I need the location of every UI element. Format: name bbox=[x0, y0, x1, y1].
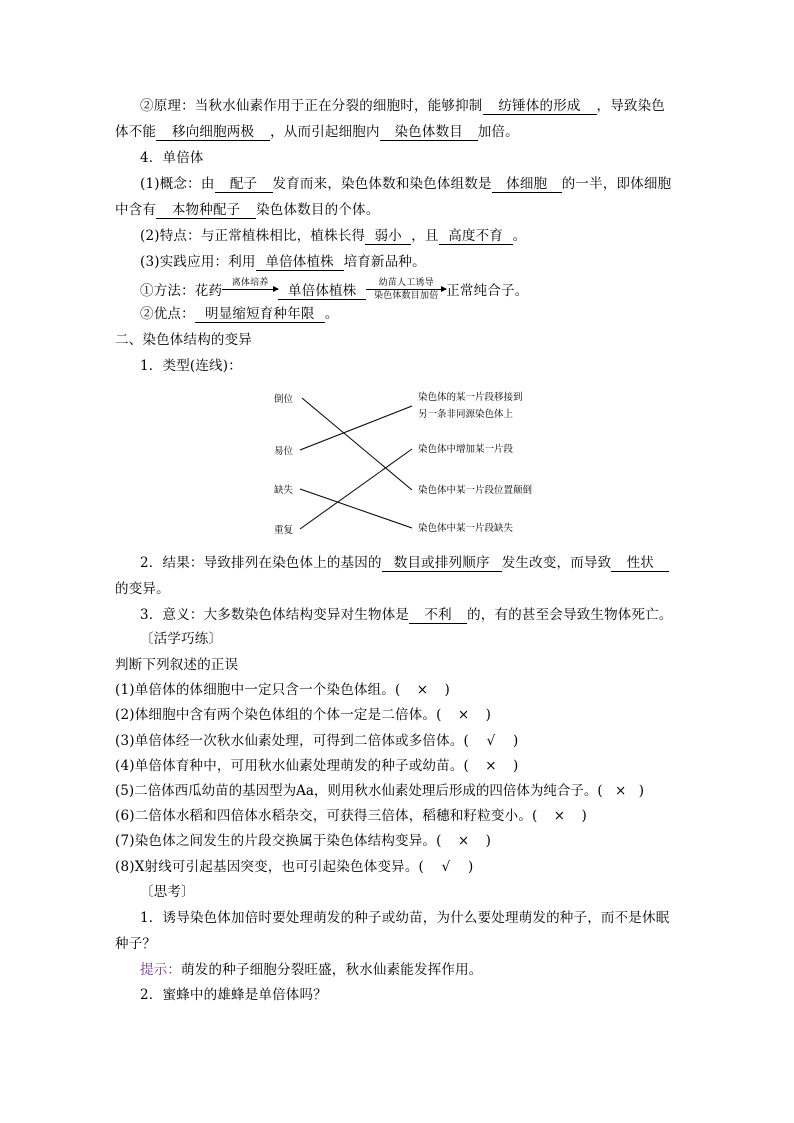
answer-blank: 纺锤体的形成 bbox=[483, 98, 597, 115]
result-line-2: 的变异。 bbox=[115, 581, 170, 597]
text: ) bbox=[513, 758, 519, 774]
meaning-line bbox=[140, 605, 673, 625]
answer-blank: 移向细胞两极 bbox=[156, 124, 270, 141]
text: ②原理：当秋水仙素作用于正在分裂的细胞时，能够抑制 bbox=[140, 98, 483, 114]
text: ②优点： bbox=[140, 306, 195, 322]
text: ，从而引起细胞内 bbox=[270, 124, 380, 140]
matching-diagram bbox=[262, 382, 562, 542]
advantage-line bbox=[140, 304, 339, 324]
text: 的，有的甚至会导致生物体死亡。 bbox=[467, 607, 673, 623]
answer-mark: × bbox=[457, 707, 470, 723]
answer-blank: 单倍体植株 bbox=[278, 283, 366, 300]
match-line-inversion bbox=[302, 398, 412, 490]
feature-line bbox=[140, 226, 526, 246]
text: (3)单倍体经一次秋水仙素处理，可得到二倍体或多倍体。( bbox=[115, 733, 469, 749]
text: 加倍。 bbox=[477, 124, 519, 140]
practice-item-7 bbox=[115, 831, 491, 851]
right-item-1a: 染色体的某一片段移接到 bbox=[418, 392, 523, 403]
question-2: 2．蜜蜂中的雄蜂是单倍体吗？ bbox=[140, 987, 327, 1003]
left-item-duplication: 重复 bbox=[274, 525, 294, 536]
right-item-1b: 另一条非同源染色体上 bbox=[418, 409, 514, 420]
concept-line-2 bbox=[115, 200, 379, 220]
practice-item-5 bbox=[115, 781, 644, 801]
answer-blank: 不利 bbox=[409, 607, 467, 624]
arrow-label: 离体培养 bbox=[231, 278, 269, 288]
text: (2)体细胞中含有两个染色体组的个体一定是二倍体。( bbox=[115, 707, 442, 723]
answer-blank: 明显缩短育种年限 bbox=[195, 306, 325, 323]
text: (3)实践应用：利用 bbox=[140, 254, 256, 270]
match-line-deletion bbox=[300, 489, 412, 528]
hint-line bbox=[140, 960, 483, 980]
answer-blank: 染色体数目 bbox=[380, 124, 478, 141]
answer-mark: √ bbox=[486, 733, 496, 749]
method-line bbox=[140, 278, 528, 301]
text: ) bbox=[513, 733, 519, 749]
text: (5)二倍体西瓜幼苗的基因型为Aa，则用秋水仙素处理后形成的四倍体为纯合子。( bbox=[115, 783, 603, 799]
text: 。 bbox=[324, 306, 339, 322]
text: 萌发的种子细胞分裂旺盛，秋水仙素能发挥作用。 bbox=[181, 962, 483, 978]
left-item-deletion: 缺失 bbox=[274, 485, 294, 496]
answer-blank: 单倍体植株 bbox=[256, 254, 344, 271]
answer-mark: √ bbox=[441, 859, 451, 875]
arrow-line bbox=[222, 289, 278, 290]
thinking-heading: 〔思考〕 bbox=[140, 884, 195, 900]
practice-item-2 bbox=[115, 705, 491, 725]
practice-item-4 bbox=[115, 756, 518, 776]
text: ) bbox=[581, 808, 587, 824]
right-item-3: 染色体中某一片段位置颠倒 bbox=[418, 485, 533, 496]
hint-label: 提示： bbox=[140, 962, 182, 978]
application-line bbox=[140, 252, 426, 272]
practice-item-8 bbox=[115, 857, 473, 877]
section-heading: 二、染色体结构的变异 bbox=[115, 332, 252, 348]
text: 发生改变，而导致 bbox=[501, 555, 612, 571]
left-item-inversion: 倒位 bbox=[274, 394, 294, 405]
text: (4)单倍体育种中，可用秋水仙素处理萌发的种子或幼苗。( bbox=[115, 758, 469, 774]
text: (7)染色体之间发生的片段交换属于染色体结构变异。( bbox=[115, 833, 442, 849]
answer-blank: 弱小 bbox=[365, 228, 411, 245]
arrow-line bbox=[366, 289, 446, 290]
arrow-sublabel bbox=[366, 291, 446, 301]
arrow-spacer bbox=[222, 291, 278, 301]
answer-blank: 体细胞 bbox=[492, 176, 562, 193]
process-arrow bbox=[222, 278, 278, 301]
mechanism-line-1 bbox=[140, 96, 665, 116]
left-item-translocation: 易位 bbox=[274, 446, 294, 457]
text: 加倍 bbox=[420, 291, 439, 301]
process-arrow bbox=[366, 278, 446, 301]
question-1-line-1: 1．诱导染色体加倍时要处理萌发的种子或幼苗，为什么要处理萌发的种子，而不是休眠 bbox=[140, 910, 670, 926]
answer-blank: 高度不育 bbox=[439, 228, 513, 245]
text: (6)二倍体水稻和四倍体水稻杂交，可获得三倍体，稻穗和籽粒变小。( bbox=[115, 808, 538, 824]
text: ) bbox=[638, 783, 644, 799]
text: ) bbox=[485, 707, 492, 723]
text: 染色体数目 bbox=[373, 291, 420, 301]
text: 3．意义：大多数染色体结构变异对生物体是 bbox=[140, 607, 410, 623]
answer-blank: 配子 bbox=[215, 176, 273, 193]
text: (8)X射线可引起基因突变，也可引起染色体变异。( bbox=[115, 859, 424, 875]
answer-mark: × bbox=[416, 682, 429, 698]
text: 正常纯合子。 bbox=[446, 283, 529, 299]
text: (2)特点：与正常植株相比，植株长得 bbox=[140, 228, 366, 244]
section-heading: 4．单倍体 bbox=[140, 150, 204, 166]
practice-item-6 bbox=[115, 806, 587, 826]
practice-item-1 bbox=[115, 680, 450, 700]
right-item-4: 染色体中某一片段缺失 bbox=[418, 523, 514, 534]
answer-blank: 数目或排列顺序 bbox=[382, 555, 502, 572]
text: 发育而来，染色体数和染色体组数是 bbox=[272, 176, 492, 192]
text: 体不能 bbox=[115, 124, 157, 140]
text: 培育新品种。 bbox=[343, 254, 426, 270]
answer-blank: 本物种配子 bbox=[156, 202, 256, 219]
match-line-duplication bbox=[300, 449, 412, 529]
text: ) bbox=[485, 833, 492, 849]
question-1-line-2: 种子？ bbox=[115, 936, 157, 952]
concept-line-1 bbox=[140, 174, 671, 194]
answer-blank: 性状 bbox=[611, 555, 669, 572]
practice-item-3 bbox=[115, 731, 518, 751]
text: 。 bbox=[512, 228, 527, 244]
text: ，且 bbox=[411, 228, 439, 244]
right-item-2: 染色体中增加某一片段 bbox=[418, 444, 514, 455]
text: 2．结果：导致排列在染色体上的基因的 bbox=[140, 555, 382, 571]
text: ，导致染色 bbox=[596, 98, 665, 114]
text: (1)单倍体的体细胞中一定只含一个染色体组。( bbox=[115, 682, 401, 698]
arrow-label: 幼苗人工诱导 bbox=[378, 278, 434, 288]
mechanism-line-2 bbox=[115, 122, 519, 142]
text: ) bbox=[468, 859, 474, 875]
types-label: 1．类型(连线)： bbox=[140, 358, 242, 374]
text: (1)概念：由 bbox=[140, 176, 215, 192]
text: 的一半，即体细胞 bbox=[561, 176, 672, 192]
text: ①方法：花药 bbox=[140, 283, 223, 299]
answer-mark: × bbox=[457, 833, 470, 849]
practice-intro: 判断下列叙述的正误 bbox=[115, 657, 239, 673]
text: ) bbox=[444, 682, 450, 698]
text: 染色体数目的个体。 bbox=[256, 202, 380, 218]
result-line-1 bbox=[140, 553, 669, 573]
answer-mark: × bbox=[615, 783, 627, 799]
answer-mark: × bbox=[485, 758, 497, 774]
text: 中含有 bbox=[115, 202, 157, 218]
practice-heading: 〔活学巧练〕 bbox=[140, 631, 223, 647]
answer-mark: × bbox=[553, 808, 566, 824]
